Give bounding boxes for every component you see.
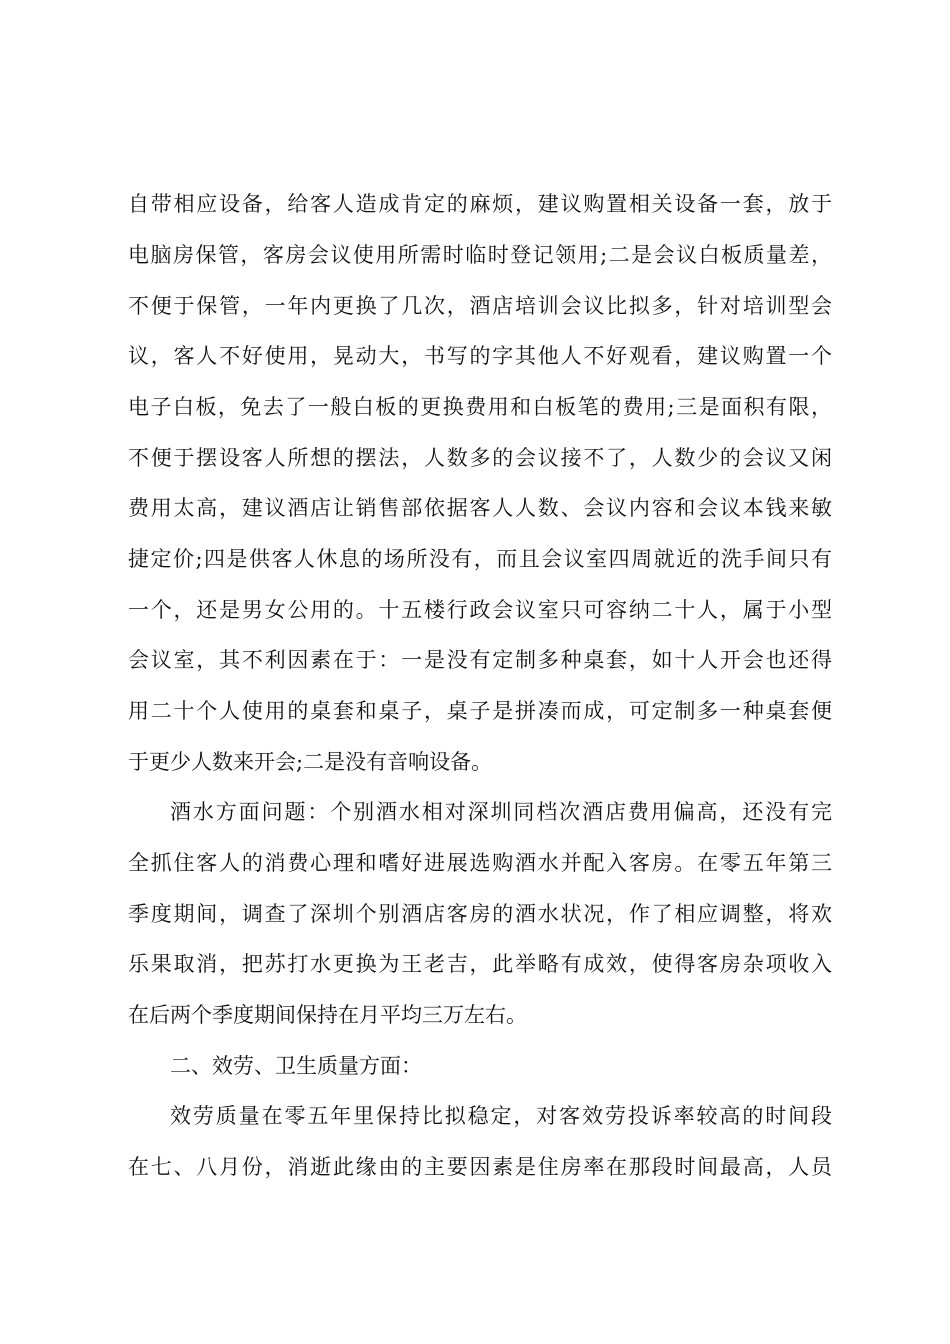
paragraph-2-line-5: 在后两个季度期间保持在月平均三万左右。 [128,1003,527,1027]
paragraph-2-line-1: 酒水方面问题：个别酒水相对深圳同档次酒店费用偏高，还没有完 [170,800,832,824]
paragraph-1-line-9: 一个，还是男女公用的。十五楼行政会议室只可容纳二十人，属于小型 [128,598,832,622]
paragraph-1-line-2: 电脑房保管，客房会议使用所需时临时登记领用;二是会议白板质量差， [128,243,832,267]
paragraph-1-line-3: 不便于保管，一年内更换了几次，酒店培训会议比拟多，针对培训型会 [128,294,832,318]
paragraph-1-line-11: 用二十个人使用的桌套和桌子，桌子是拼凑而成，可定制多一种桌套便 [128,699,832,723]
paragraph-1-line-8: 捷定价;四是供客人休息的场所没有，而且会议室四周就近的洗手间只有 [128,547,832,571]
paragraph-1-line-6: 不便于摆设客人所想的摆法，人数多的会议接不了，人数少的会议又闲 [128,446,832,470]
paragraph-2-line-3: 季度期间，调查了深圳个别酒店客房的酒水状况，作了相应调整，将欢 [128,902,832,926]
paragraph-4-line-1: 效劳质量在零五年里保持比拟稳定，对客效劳投诉率较高的时间段 [170,1104,832,1128]
paragraph-1-line-5: 电子白板，免去了一般白板的更换费用和白板笔的费用;三是面积有限， [128,395,832,419]
paragraph-1-line-12: 于更少人数来开会;二是没有音响设备。 [128,750,493,774]
paragraph-4-line-2: 在七、八月份，消逝此缘由的主要因素是住房率在那段时间最高，人员 [128,1155,832,1179]
paragraph-1-line-4: 议，客人不好使用，晃动大，书写的字其他人不好观看，建议购置一个 [128,344,832,368]
paragraph-1-line-10: 会议室，其不利因素在于：一是没有定制多种桌套，如十人开会也还得 [128,648,832,672]
paragraph-2-line-4: 乐果取消，把苏打水更换为王老吉，此举略有成效，使得客房杂项收入 [128,952,832,976]
paragraph-1-line-7: 费用太高，建议酒店让销售部依据客人人数、会议内容和会议本钱来敏 [128,496,832,520]
paragraph-1-line-1: 自带相应设备，给客人造成肯定的麻烦，建议购置相关设备一套，放于 [128,192,832,216]
paragraph-2-line-2: 全抓住客人的消费心理和嗜好进展选购酒水并配入客房。在零五年第三 [128,851,832,875]
section-heading: 二、效劳、卫生质量方面： [170,1054,422,1078]
